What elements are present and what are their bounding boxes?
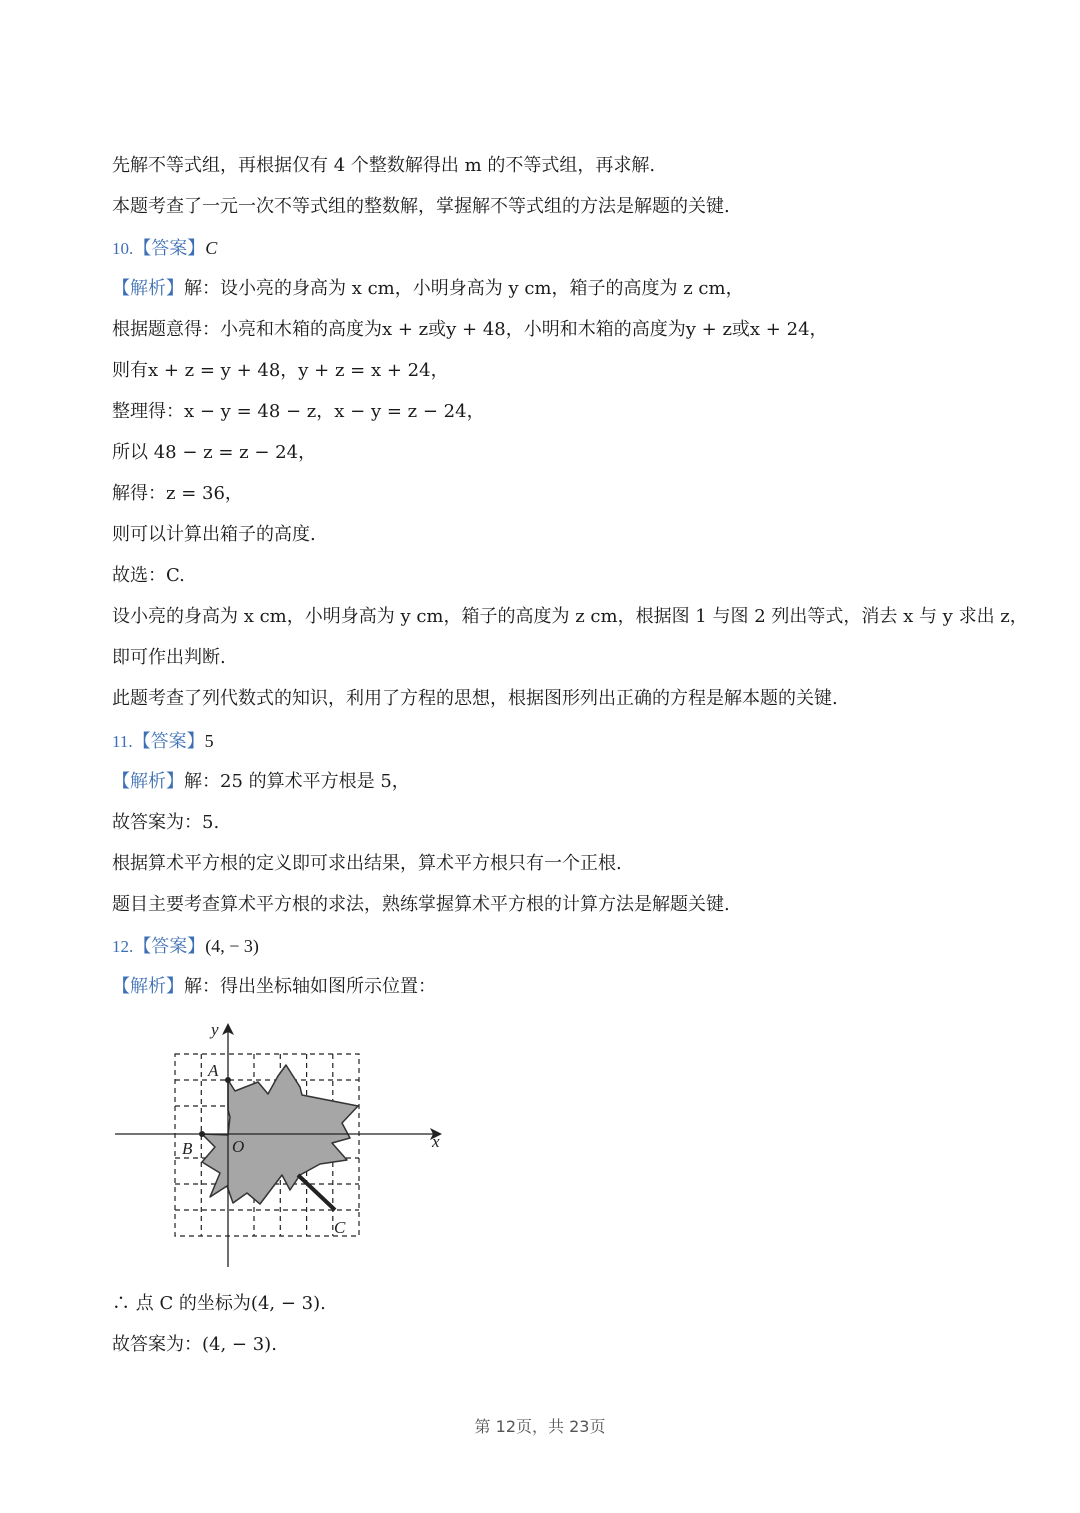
answer-label: 【答案】 xyxy=(132,731,205,752)
x-axis-label: x xyxy=(432,1132,440,1151)
point-b-marker xyxy=(199,1131,205,1137)
analysis-text: 解：25 的算术平方根是 5， xyxy=(184,771,410,792)
text-line-10: 故选：C. xyxy=(112,565,185,586)
text-line-6: 整理得：x − y = 48 − z，x − y = z − 24， xyxy=(112,401,485,422)
analysis-12 xyxy=(112,975,436,999)
text-line-16: 根据算术平方根的定义即可求出结果，算术平方根只有一个正根. xyxy=(112,853,622,874)
text-line-4: 根据题意得：小亮和木箱的高度为x + z或y + 48，小明和木箱的高度为y + z或x + 24， xyxy=(112,319,828,340)
analysis-label: 【解析】 xyxy=(112,278,184,299)
question-number: 12. xyxy=(112,937,134,956)
text-line-11: 设小亮的身高为 x cm，小明身高为 y cm，箱子的高度为 z cm，根据图 1 与图 2 列出等式，消去 x 与 y 求出 z， xyxy=(112,606,1028,627)
point-o-label: O xyxy=(232,1137,245,1156)
point-b-label: B xyxy=(182,1139,193,1158)
analysis-text: 解：得出坐标轴如图所示位置： xyxy=(184,976,436,997)
answer-label: 【答案】 xyxy=(133,238,206,259)
point-a-label: A xyxy=(208,1061,219,1080)
text-line-15: 故答案为：5. xyxy=(112,812,220,833)
text-line-5: 则有x + z = y + 48，y + z = x + 24， xyxy=(112,360,449,381)
point-a-marker xyxy=(225,1077,231,1083)
text-line-8: 解得：z = 36， xyxy=(112,483,243,504)
answer-value: C xyxy=(205,238,218,258)
text-line-19: ∴ 点 C 的坐标为(4, − 3). xyxy=(112,1293,326,1314)
answer-value: (4, − 3) xyxy=(205,936,259,956)
text-line-13: 此题考查了列代数式的知识，利用了方程的思想，根据图形列出正确的方程是解本题的关键. xyxy=(112,688,838,709)
page-footer: 第 12页，共 23页 xyxy=(474,1417,606,1436)
text-line-7: 所以 48 − z = z − 24， xyxy=(112,442,317,463)
text-line-12: 即可作出判断. xyxy=(112,647,226,668)
answer-11 xyxy=(112,729,214,754)
y-axis-label: y xyxy=(211,1020,219,1039)
text-line-9: 则可以计算出箱子的高度. xyxy=(112,524,316,545)
point-c-label: C xyxy=(334,1218,346,1237)
text-line-17: 题目主要考查算术平方根的求法，熟练掌握算术平方根的计算方法是解题关键. xyxy=(112,894,730,915)
analysis-label: 【解析】 xyxy=(112,976,184,997)
answer-label: 【答案】 xyxy=(133,936,206,957)
analysis-label: 【解析】 xyxy=(112,771,184,792)
answer-10 xyxy=(112,236,217,261)
answer-value: 5 xyxy=(204,731,214,751)
text-line-20: 故答案为：(4, − 3). xyxy=(112,1334,277,1355)
segment-to-c xyxy=(298,1175,335,1210)
analysis-text: 解：设小亮的身高为 x cm，小明身高为 y cm，箱子的高度为 z cm， xyxy=(184,278,744,299)
analysis-11 xyxy=(112,770,410,794)
question-number: 10. xyxy=(112,239,134,258)
question-number: 11. xyxy=(112,732,133,751)
analysis-10 xyxy=(112,277,744,301)
answer-12 xyxy=(112,934,259,959)
text-line-1: 先解不等式组，再根据仅有 4 个整数解得出 m 的不等式组，再求解. xyxy=(112,155,656,176)
coordinate-figure xyxy=(110,1015,450,1270)
text-line-2: 本题考查了一元一次不等式组的整数解，掌握解不等式组的方法是解题的关键. xyxy=(112,196,730,217)
